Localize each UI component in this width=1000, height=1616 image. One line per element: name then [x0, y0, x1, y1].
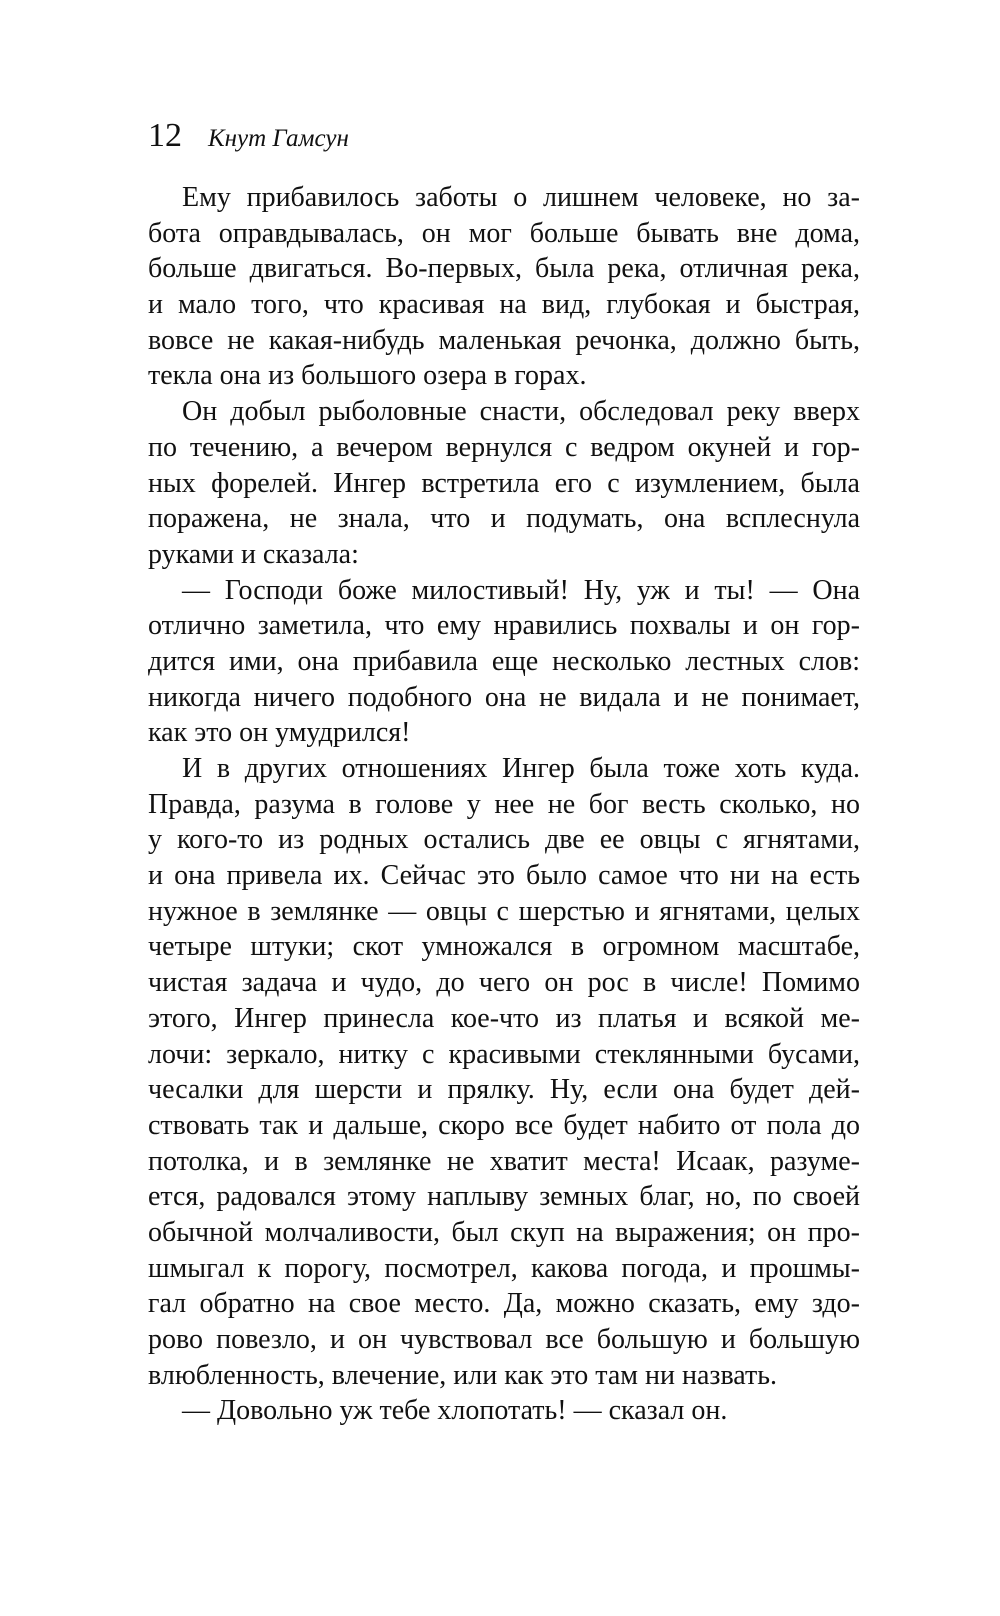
text-line: больше двигаться. Во-первых, была река, отличная река, [148, 253, 860, 285]
text-line: ствовать так и дальше, скоро все будет набито от пола до [148, 1109, 860, 1141]
text-line: — Господи боже милостивый! Ну, уж и ты! — Она [182, 574, 860, 606]
text-line: и она привела их. Сейчас это было самое что ни на есть [148, 860, 860, 892]
text-line: как это он умудрился! [148, 717, 411, 749]
text-line: влюбленность, влечение, или как это там ни назвать. [148, 1359, 778, 1391]
text-line: поражена, не знала, что и подумать, она всплеснула [148, 503, 860, 535]
text-line: у кого-то из родных остались две ее овцы с ягнятами, [148, 824, 860, 856]
text-line: нужное в землянке — овцы с шерстью и ягнятами, целых [148, 895, 860, 927]
text-line: шмыгал к порогу, посмотрел, какова погода, и прошмы- [148, 1252, 860, 1284]
text-line: дится ими, она прибавила еще несколько лестных слов: [148, 645, 860, 677]
text-line: руками и сказала: [148, 538, 359, 570]
text-line: четыре штуки; скот умножался в огромном масштабе, [148, 931, 860, 963]
text-line: бота оправдывалась, он мог больше бывать вне дома, [148, 217, 860, 249]
text-line: отлично заметила, что ему нравились похвалы и он гор- [148, 610, 860, 642]
text-line: этого, Ингер принесла кое-что из платья и всякой ме- [148, 1002, 860, 1034]
text-line: текла она из большого озера в горах. [148, 360, 587, 392]
text-line: и мало того, что красивая на вид, глубокая и быстрая, [148, 289, 860, 321]
text-line: лочи: зеркало, нитку с красивыми стеклянными бусами, [148, 1038, 860, 1070]
paragraph [148, 394, 860, 572]
paragraph [148, 1393, 860, 1429]
text-line: обычной молчаливости, был скуп на выражения; он про- [148, 1216, 860, 1248]
running-header [148, 111, 349, 161]
text-line: потолка, и в землянке не хватит места! Исаак, разуме- [148, 1145, 860, 1177]
text-line: никогда ничего подобного она не видала и не понимает, [148, 681, 860, 713]
text-line: рово повезло, и он чувствовал все большую и большую [148, 1324, 860, 1355]
text-line: И в других отношениях Ингер была тоже хоть куда. [182, 753, 860, 784]
text-line: гал обратно на свое место. Да, можно сказать, ему здо- [148, 1288, 860, 1320]
text-line: ется, радовался этому наплыву земных благ, но, по своей [148, 1181, 860, 1213]
text-line: — Довольно уж тебе хлопотать! — сказал он. [182, 1395, 728, 1427]
text-line: чесалки для шерсти и прялку. Ну, если она будет дей- [148, 1074, 860, 1106]
text-line: Ему прибавилось заботы о лишнем человеке, но за- [182, 182, 860, 213]
paragraph [148, 751, 860, 1393]
text-line: по течению, а вечером вернулся с ведром окуней и гор- [148, 431, 860, 463]
text-line: ных форелей. Ингер встретила его с изумлением, была [148, 467, 860, 499]
text-line: Он добыл рыболовные снасти, обследовал реку вверх [182, 396, 860, 428]
paragraph [148, 180, 860, 394]
text-line: чистая задача и чудо, до чего он рос в числе! Помимо [148, 967, 860, 999]
body-text [148, 180, 860, 1429]
text-line: вовсе не какая-нибудь маленькая речонка, должно быть, [148, 324, 860, 356]
paragraph [148, 573, 860, 751]
page-number: 12 [148, 117, 182, 154]
author-name: Кнут Гамсун [208, 125, 349, 152]
text-line: Правда, разума в голове у нее не бог весть сколько, но [148, 788, 860, 820]
